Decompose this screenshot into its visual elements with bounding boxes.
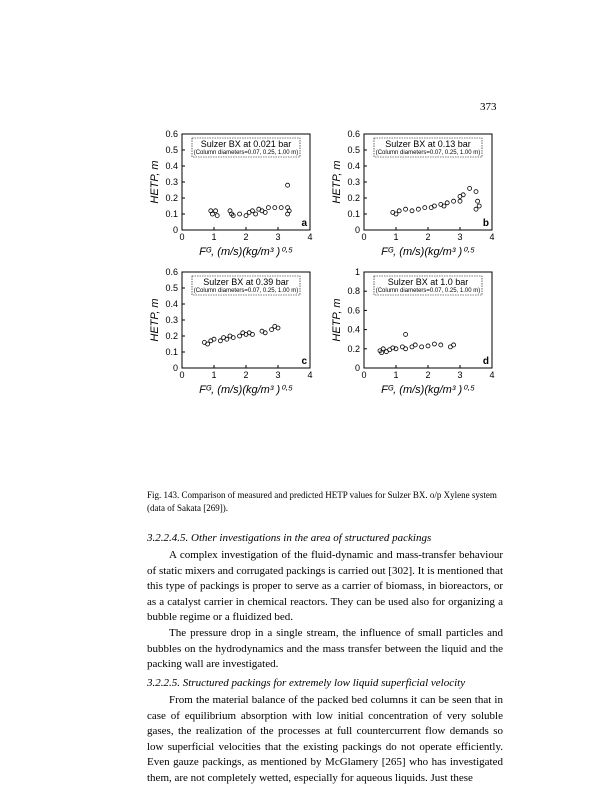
data-point [279, 206, 283, 210]
chart-b-svg [322, 130, 512, 265]
data-point [452, 199, 456, 203]
data-point [477, 204, 481, 208]
data-point [206, 342, 210, 346]
data-point [210, 212, 214, 216]
data-point [439, 343, 443, 347]
y-tick-label: 0.6 [165, 267, 178, 277]
chart-panel-a [140, 130, 330, 265]
figure-caption: Fig. 143. Comparison of measured and predicted HETP values for Sulzer BX. o/p Xylene system (data of Sakata [269]). [147, 490, 497, 513]
y-tick-label: 0.4 [347, 161, 360, 171]
y-tick-label: 0 [354, 225, 360, 235]
y-axis-label: HETP, m [149, 298, 161, 342]
chart-panel-c [140, 268, 330, 403]
data-point [474, 190, 478, 194]
data-point [410, 209, 414, 213]
data-point [263, 331, 267, 335]
data-point [476, 199, 480, 203]
data-point [474, 207, 478, 211]
chart-title: Sulzer BX at 1.0 bar [387, 277, 469, 287]
panel-letter: d [482, 356, 489, 367]
y-tick-label: 1 [354, 267, 360, 277]
data-point [442, 204, 446, 208]
y-tick-label: 0.3 [347, 177, 360, 187]
paragraph-text: The pressure drop in a single stream, the influence of small particles and bubbles on the hydrodynamics and the mass transfer between the liquid and the packing wall are investigated. [147, 627, 503, 671]
chart-a-svg [140, 130, 330, 265]
paragraph-text: From the material balance of the packed bed columns it can be seen that in case of equilibrium absorption with low initial concentration of very soluble gases, the realization of the processes at full countercurrent flow demands so low superficial velocities that the existing packings do not operate efficiently. Even gauze packings, as mentioned by McGlamery [265] who has investigated them, are not completely wetted, especially for aqueous liquids. Just these [147, 694, 503, 784]
x-tick-label: 2 [243, 232, 249, 242]
y-tick-label: 0.6 [347, 129, 360, 139]
y-axis-label: HETP, m [331, 160, 343, 204]
x-tick-label: 4 [307, 232, 313, 242]
y-tick-label: 0.5 [165, 145, 178, 155]
data-point [266, 206, 270, 210]
y-tick-label: 0.4 [165, 161, 178, 171]
y-tick-label: 0.1 [347, 209, 360, 219]
data-point [231, 336, 235, 340]
y-tick-label: 0.5 [165, 283, 178, 293]
x-axis-label: Fᴳ, (m/s)(kg/m³ )⁰·⁵ [199, 246, 293, 258]
data-point [286, 212, 290, 216]
data-point [468, 186, 472, 190]
chart-subtitle: (Column diameters=0.07, 0.25, 1.00 m) [193, 150, 299, 156]
chart-panel-b [322, 130, 512, 265]
data-point [413, 343, 417, 347]
chart-subtitle: (Column diameters=0.07, 0.25, 1.00 m) [193, 288, 299, 294]
data-point [254, 212, 258, 216]
y-tick-label: 0.1 [165, 209, 178, 219]
x-tick-label: 4 [489, 232, 495, 242]
y-tick-label: 0.2 [165, 193, 178, 203]
data-point [458, 199, 462, 203]
paragraph-text: A complex investigation of the fluid-dynamic and mass-transfer behaviour of static mixers and corrugated packings is carried out [302]. It is mentioned that this type of packings is proper to serve as a carrier of biomass, in bioreactors, or as a catalyst carrier in chemical reactors. They can be used also for organizing a bubble regime or a fluidized bed. [147, 549, 503, 624]
data-point [404, 207, 408, 211]
panel-letter: c [301, 356, 307, 367]
x-tick-label: 1 [393, 232, 399, 242]
data-point [215, 214, 219, 218]
data-point [212, 337, 216, 341]
data-point [286, 183, 290, 187]
y-tick-label: 0.6 [347, 305, 360, 316]
data-point [225, 337, 229, 341]
x-tick-label: 3 [457, 232, 463, 242]
y-tick-label: 0 [172, 363, 178, 373]
data-point [404, 347, 408, 351]
data-point [244, 214, 248, 218]
data-point [218, 339, 222, 343]
y-tick-label: 0.8 [347, 286, 360, 297]
chart-title: Sulzer BX at 0.021 bar [200, 139, 292, 149]
x-tick-label: 1 [211, 232, 217, 242]
x-tick-label: 2 [425, 370, 431, 380]
panel-letter: a [301, 218, 307, 229]
data-point [426, 344, 430, 348]
x-axis-label: Fᴳ, (m/s)(kg/m³ )⁰·⁵ [199, 384, 293, 396]
data-point [416, 207, 420, 211]
section-heading: 3.2.2.5. Structured packings for extremely low liquid superficial velocity [147, 677, 466, 689]
data-point [394, 212, 398, 216]
y-tick-label: 0 [354, 363, 360, 373]
y-tick-label: 0.3 [165, 315, 178, 325]
chart-subtitle: (Column diameters=0.07, 0.25, 1.00 m) [375, 150, 481, 156]
data-point [238, 334, 242, 338]
x-tick-label: 0 [361, 370, 367, 380]
x-axis-label: Fᴳ, (m/s)(kg/m³ )⁰·⁵ [381, 246, 475, 258]
y-tick-label: 0.2 [347, 193, 360, 203]
y-axis-label: HETP, m [331, 298, 343, 342]
y-tick-label: 0.1 [165, 347, 178, 357]
y-tick-label: 0.4 [165, 299, 178, 309]
data-point [423, 206, 427, 210]
x-axis-label: Fᴳ, (m/s)(kg/m³ )⁰·⁵ [381, 384, 475, 396]
x-tick-label: 1 [211, 370, 217, 380]
paragraph [147, 626, 503, 673]
x-tick-label: 0 [361, 232, 367, 242]
section-heading: 3.2.2.4.5. Other investigations in the area of structured packings [147, 532, 432, 544]
data-point [250, 209, 254, 213]
chart-title: Sulzer BX at 0.39 bar [203, 277, 289, 287]
data-point [270, 328, 274, 332]
x-tick-label: 2 [425, 232, 431, 242]
chart-subtitle: (Column diameters=0.07, 0.25, 1.00 m) [375, 288, 481, 294]
chart-c-svg [140, 268, 330, 403]
x-tick-label: 3 [275, 370, 281, 380]
data-point [397, 209, 401, 213]
paragraph [147, 548, 503, 626]
data-point [432, 342, 436, 346]
data-point [452, 343, 456, 347]
chart-panel-d [322, 268, 512, 403]
data-point [238, 212, 242, 216]
x-tick-label: 0 [179, 232, 185, 242]
data-point [276, 326, 280, 330]
y-tick-label: 0.6 [165, 129, 178, 139]
y-tick-label: 0.2 [347, 343, 360, 354]
x-tick-label: 3 [457, 370, 463, 380]
y-tick-label: 0.4 [347, 324, 360, 335]
data-point [432, 204, 436, 208]
y-tick-label: 0 [172, 225, 178, 235]
page-number: 373 [480, 101, 497, 113]
y-tick-label: 0.5 [347, 145, 360, 155]
x-tick-label: 1 [393, 370, 399, 380]
chart-d-svg [322, 268, 512, 403]
y-axis-label: HETP, m [149, 160, 161, 204]
data-point [420, 345, 424, 349]
x-tick-label: 3 [275, 232, 281, 242]
data-point [458, 194, 462, 198]
data-point [273, 206, 277, 210]
data-point [263, 210, 267, 214]
panel-letter: b [482, 218, 489, 229]
x-tick-label: 2 [243, 370, 249, 380]
x-tick-label: 0 [179, 370, 185, 380]
data-point [445, 201, 449, 205]
data-point [404, 332, 408, 336]
y-tick-label: 0.3 [165, 177, 178, 187]
x-tick-label: 4 [489, 370, 495, 380]
paragraph [147, 693, 503, 787]
x-tick-label: 4 [307, 370, 313, 380]
chart-title: Sulzer BX at 0.13 bar [385, 139, 471, 149]
y-tick-label: 0.2 [165, 331, 178, 341]
data-point [214, 209, 218, 213]
data-point [250, 332, 254, 336]
